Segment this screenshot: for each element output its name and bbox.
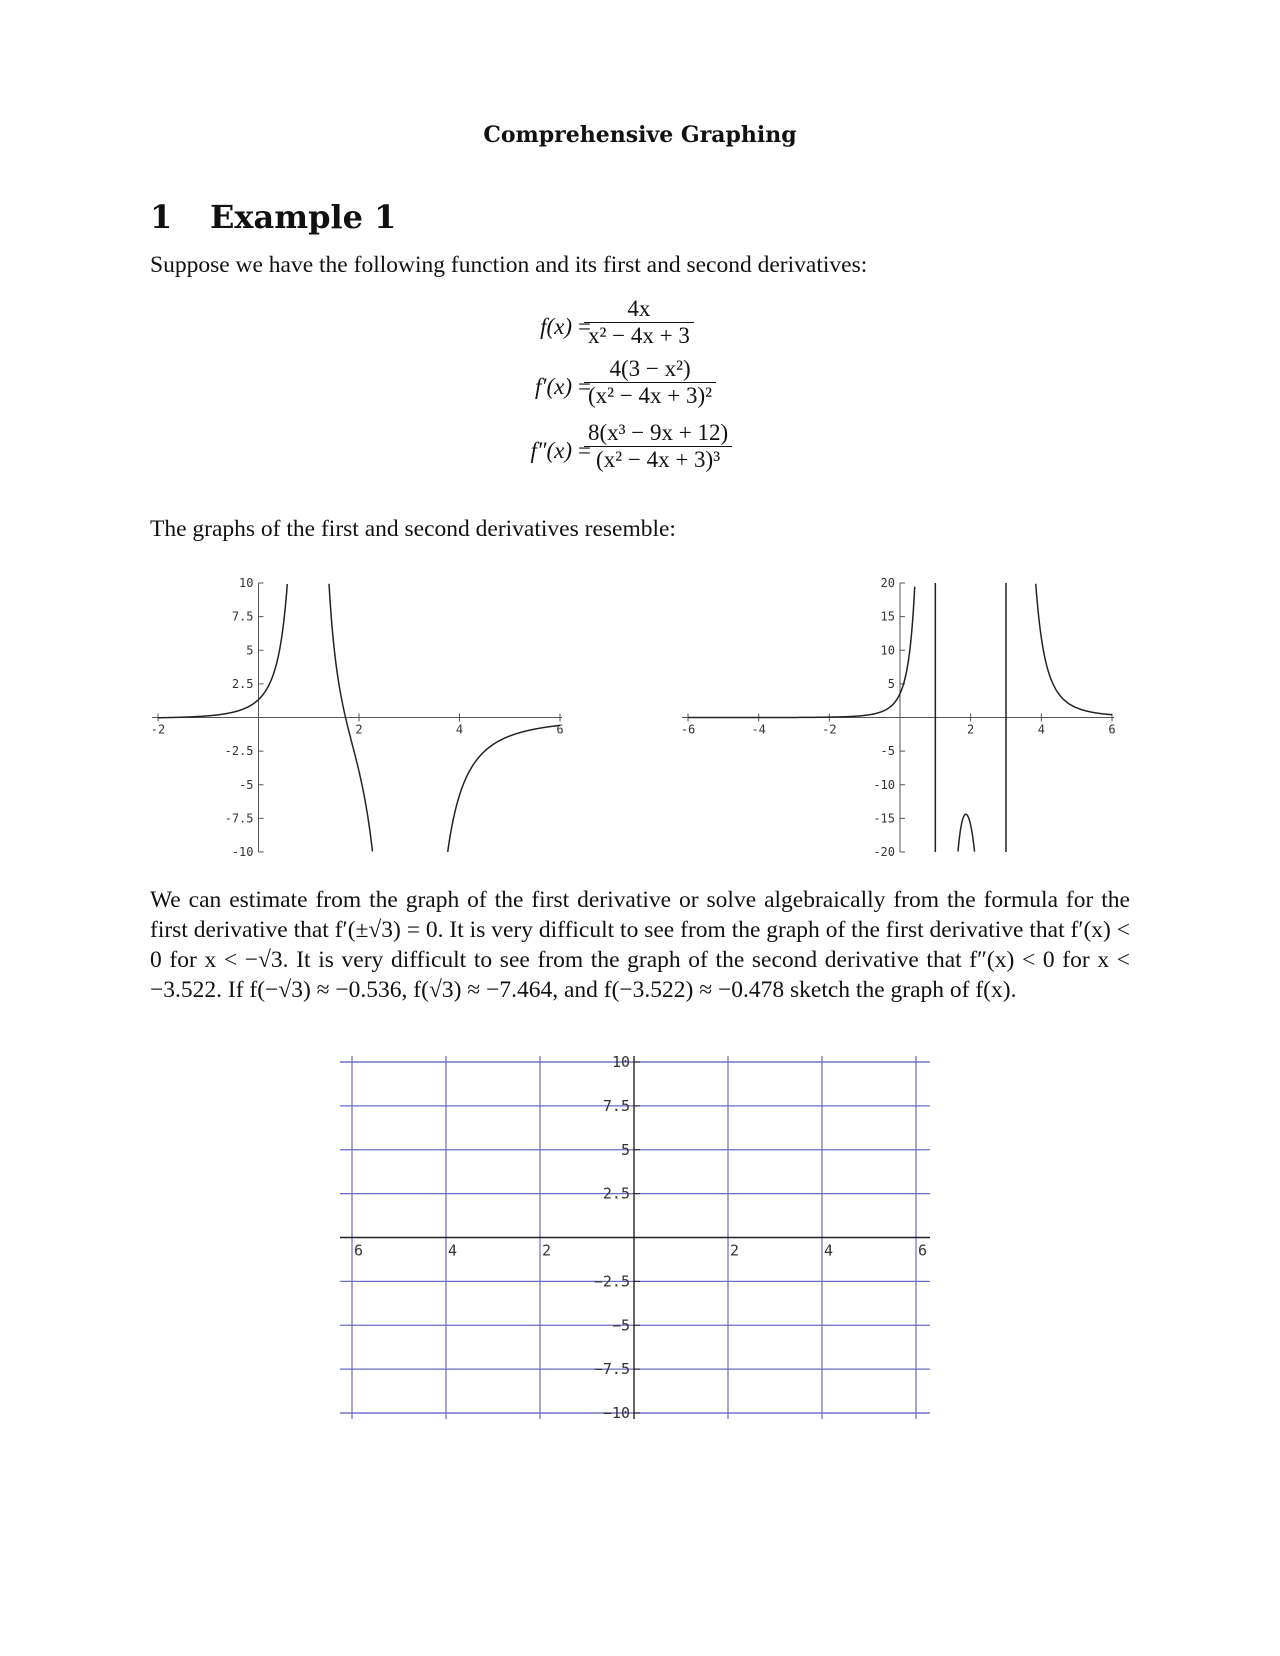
x-tick-label: 2	[542, 1241, 552, 1260]
discussion-paragraph: We can estimate from the graph of the first derivative or solve algebraically from the formula for the first derivative that f′(±√3) = 0. It is very difficult to see from the graph of the first derivative that f′(x) < 0 for x < −√3. It is very difficult to see from the graph of the second derivative that f″(x) < 0 for x < −3.522. If f(−√3) ≈ −0.536, f(√3) ≈ −7.464, and f(−3.522) ≈ −0.478 sketch the graph of f(x).	[150, 887, 1130, 1003]
y-tick-label: 10	[239, 576, 254, 590]
intro-paragraph: Suppose we have the following function and its first and second derivatives:	[150, 252, 868, 278]
y-tick-label: 5	[887, 676, 895, 691]
numerator: 4x	[627, 296, 651, 321]
equation-row	[470, 296, 810, 360]
equation-lhs: f″(x)	[530, 438, 572, 463]
x-tick-label: -2	[822, 722, 837, 737]
curve-segment	[158, 584, 287, 718]
y-tick-label: -20	[873, 845, 895, 859]
denominator: (x² − 4x + 3)²	[584, 382, 716, 409]
y-tick-label: -10	[873, 777, 895, 792]
y-tick-label: 10	[880, 643, 895, 658]
y-tick-label: 10	[611, 1053, 630, 1071]
x-tick-label: 4	[448, 1241, 458, 1260]
numerator: 8(x³ − 9x + 12)	[588, 420, 729, 445]
y-tick-label: 2.5	[231, 676, 254, 691]
y-tick-label: -15	[873, 811, 895, 826]
first-derivative-graph	[150, 575, 600, 860]
equation-row	[470, 356, 810, 420]
y-tick-label: 2.5	[602, 1184, 630, 1203]
y-tick-label: −10	[602, 1404, 630, 1422]
y-tick-label: -5	[239, 777, 254, 792]
x-tick-label: 2	[967, 722, 975, 737]
x-tick-label: 2	[355, 722, 363, 737]
y-tick-label: 5	[620, 1140, 630, 1159]
x-tick-label: 6	[556, 722, 564, 737]
equals-sign: =	[578, 314, 591, 339]
second-derivative-graph	[680, 575, 1130, 860]
y-tick-label: -7.5	[224, 811, 254, 826]
x-tick-label: -4	[751, 722, 766, 737]
graphs-intro: The graphs of the first and second derivatives resemble:	[150, 516, 676, 542]
sketch-grid	[340, 1050, 930, 1425]
y-tick-label: 20	[880, 576, 895, 590]
denominator: x² − 4x + 3	[584, 322, 694, 349]
equation-fraction	[584, 296, 694, 349]
x-tick-label: 6	[918, 1241, 928, 1260]
curve-segment	[1036, 584, 1112, 715]
equation-fraction	[584, 420, 732, 473]
page-title: Comprehensive Graphing	[483, 122, 797, 148]
equation-row	[470, 420, 810, 484]
equation-lhs: f(x)	[540, 314, 572, 339]
x-tick-label: 4	[824, 1241, 834, 1260]
equals-sign: =	[578, 438, 591, 463]
denominator: (x² − 4x + 3)³	[584, 446, 732, 473]
x-tick-label: -2	[150, 722, 166, 737]
section-heading	[150, 198, 396, 236]
x-tick-label: 4	[1037, 722, 1045, 737]
y-tick-label: 7.5	[231, 609, 254, 624]
curve-segment	[448, 722, 560, 851]
x-tick-label: -6	[680, 722, 696, 737]
y-tick-label: 15	[880, 609, 895, 624]
equation-array	[470, 296, 810, 496]
x-tick-label: 4	[455, 722, 464, 737]
x-tick-label: 6	[1108, 722, 1116, 737]
y-tick-label: 5	[246, 643, 254, 658]
y-tick-label: -5	[880, 744, 895, 759]
equals-sign: =	[578, 374, 591, 399]
x-tick-label: 6	[354, 1241, 364, 1260]
y-tick-label: −7.5	[593, 1360, 630, 1379]
curve-segment	[958, 814, 975, 851]
section-number: 1	[150, 198, 173, 236]
equation-fraction	[584, 356, 716, 409]
numerator: 4(3 − x²)	[609, 356, 691, 381]
x-tick-label: 2	[730, 1241, 740, 1260]
y-tick-label: 7.5	[602, 1096, 630, 1115]
section-title: Example 1	[210, 198, 397, 236]
y-tick-label: -10	[231, 845, 254, 859]
equation-lhs: f′(x)	[535, 374, 572, 399]
y-tick-label: −5	[611, 1316, 630, 1335]
y-tick-label: −2.5	[593, 1272, 630, 1291]
y-tick-label: -2.5	[224, 744, 254, 759]
